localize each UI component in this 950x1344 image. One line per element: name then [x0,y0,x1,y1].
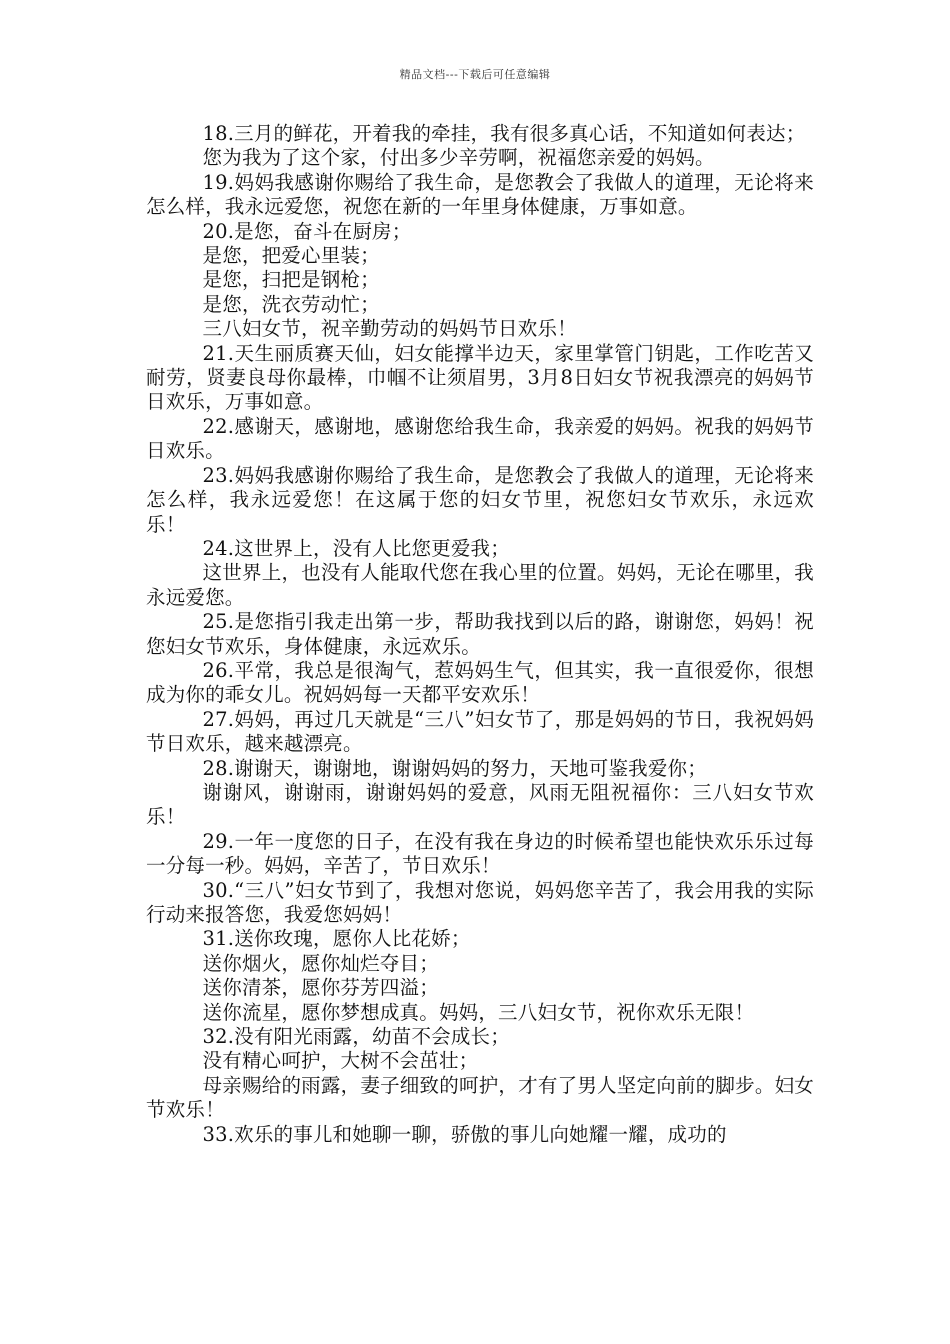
paragraph-26: 26.平常，我总是很淘气，惹妈妈生气，但其实，我一直很爱你，很想成为你的乖女儿。祝妈妈每一天都平安欢乐！ [146,658,814,707]
paragraph-22: 22.感谢天，感谢地，感谢您给我生命，我亲爱的妈妈。祝我的妈妈节日欢乐。 [146,414,814,463]
paragraph-29: 29.一年一度您的日子，在没有我在身边的时候希望也能快欢乐乐过每一分每一秒。妈妈，辛苦了，节日欢乐！ [146,829,814,878]
page-header: 精品文档---下载后可任意编辑 [399,68,551,81]
paragraph-23: 23.妈妈我感谢你赐给了我生命，是您教会了我做人的道理，无论将来怎么样，我永远爱您！在这属于您的妇女节里，祝您妇女节欢乐，永远欢乐！ [146,463,814,536]
paragraph-31-line4: 送你流星，愿你梦想成真。妈妈，三八妇女节，祝你欢乐无限！ [202,1000,755,1024]
paragraph-30: 30.“三八”妇女节到了，我想对您说，妈妈您辛苦了，我会用我的实际行动来报答您，我爱您妈妈！ [146,878,814,926]
paragraph-20-line4: 是您，洗衣劳动忙； [202,292,380,316]
paragraph-31: 31.送你玫瑰，愿你人比花娇； [202,927,471,951]
paragraph-32-line3: 母亲赐给的雨露，妻子细致的呵护，才有了男人坚定向前的脚步。妇女节欢乐！ [146,1073,814,1122]
paragraph-20: 20.是您，奋斗在厨房； [202,219,412,243]
paragraph-32-line2: 没有精心呵护，大树不会茁壮； [202,1049,479,1073]
paragraph-21: 21.天生丽质赛天仙，妇女能撑半边天，家里掌管门钥匙，工作吃苦又耐劳，贤妻良母你最棒，巾帼不让须眉男，3月8日妇女节祝我漂亮的妈妈节日欢乐，万事如意。 [146,341,814,414]
paragraph-32: 32.没有阳光雨露，幼苗不会成长； [202,1025,510,1049]
paragraph-19: 19.妈妈我感谢你赐给了我生命，是您教会了我做人的道理，无论将来怎么样，我永远爱您，祝您在新的一年里身体健康，万事如意。 [146,170,814,219]
paragraph-33: 33.欢乐的事儿和她聊一聊，骄傲的事儿向她耀一耀，成功的 [202,1122,727,1146]
document-body [146,122,814,1147]
paragraph-18: 18.三月的鲜花，开着我的牵挂，我有很多真心话，不知道如何表达； [202,122,806,145]
paragraph-28-cont: 谢谢风，谢谢雨，谢谢妈妈的爱意，风雨无阻祝福你：三八妇女节欢乐！ [146,780,814,829]
paragraph-31-line3: 送你清茶，愿你芬芳四溢； [202,976,439,1000]
paragraph-20-line3: 是您，扫把是钢枪； [202,268,380,292]
paragraph-24-cont: 这世界上，也没有人能取代您在我心里的位置。妈妈，无论在哪里，我永远爱您。 [146,561,814,609]
paragraph-28: 28.谢谢天，谢谢地，谢谢妈妈的努力，天地可鉴我爱你； [202,756,707,780]
paragraph-24: 24.这世界上，没有人比您更爱我； [202,536,510,560]
paragraph-27: 27.妈妈，再过几天就是“三八”妇女节了，那是妈妈的节日，我祝妈妈节日欢乐，越来越漂亮。 [146,707,814,756]
paragraph-25: 25.是您指引我走出第一步，帮助我找到以后的路，谢谢您，妈妈！祝您妇女节欢乐，身体健康，永远欢乐。 [146,610,814,658]
paragraph-20-line2: 是您，把爱心里装； [202,244,380,268]
paragraph-31-line2: 送你烟火，愿你灿烂夺目； [202,951,439,975]
paragraph-18-cont: 您为我为了这个家，付出多少辛劳啊，祝福您亲爱的妈妈。 [202,146,715,170]
paragraph-20-line5: 三八妇女节，祝辛勤劳动的妈妈节日欢乐！ [202,317,577,341]
